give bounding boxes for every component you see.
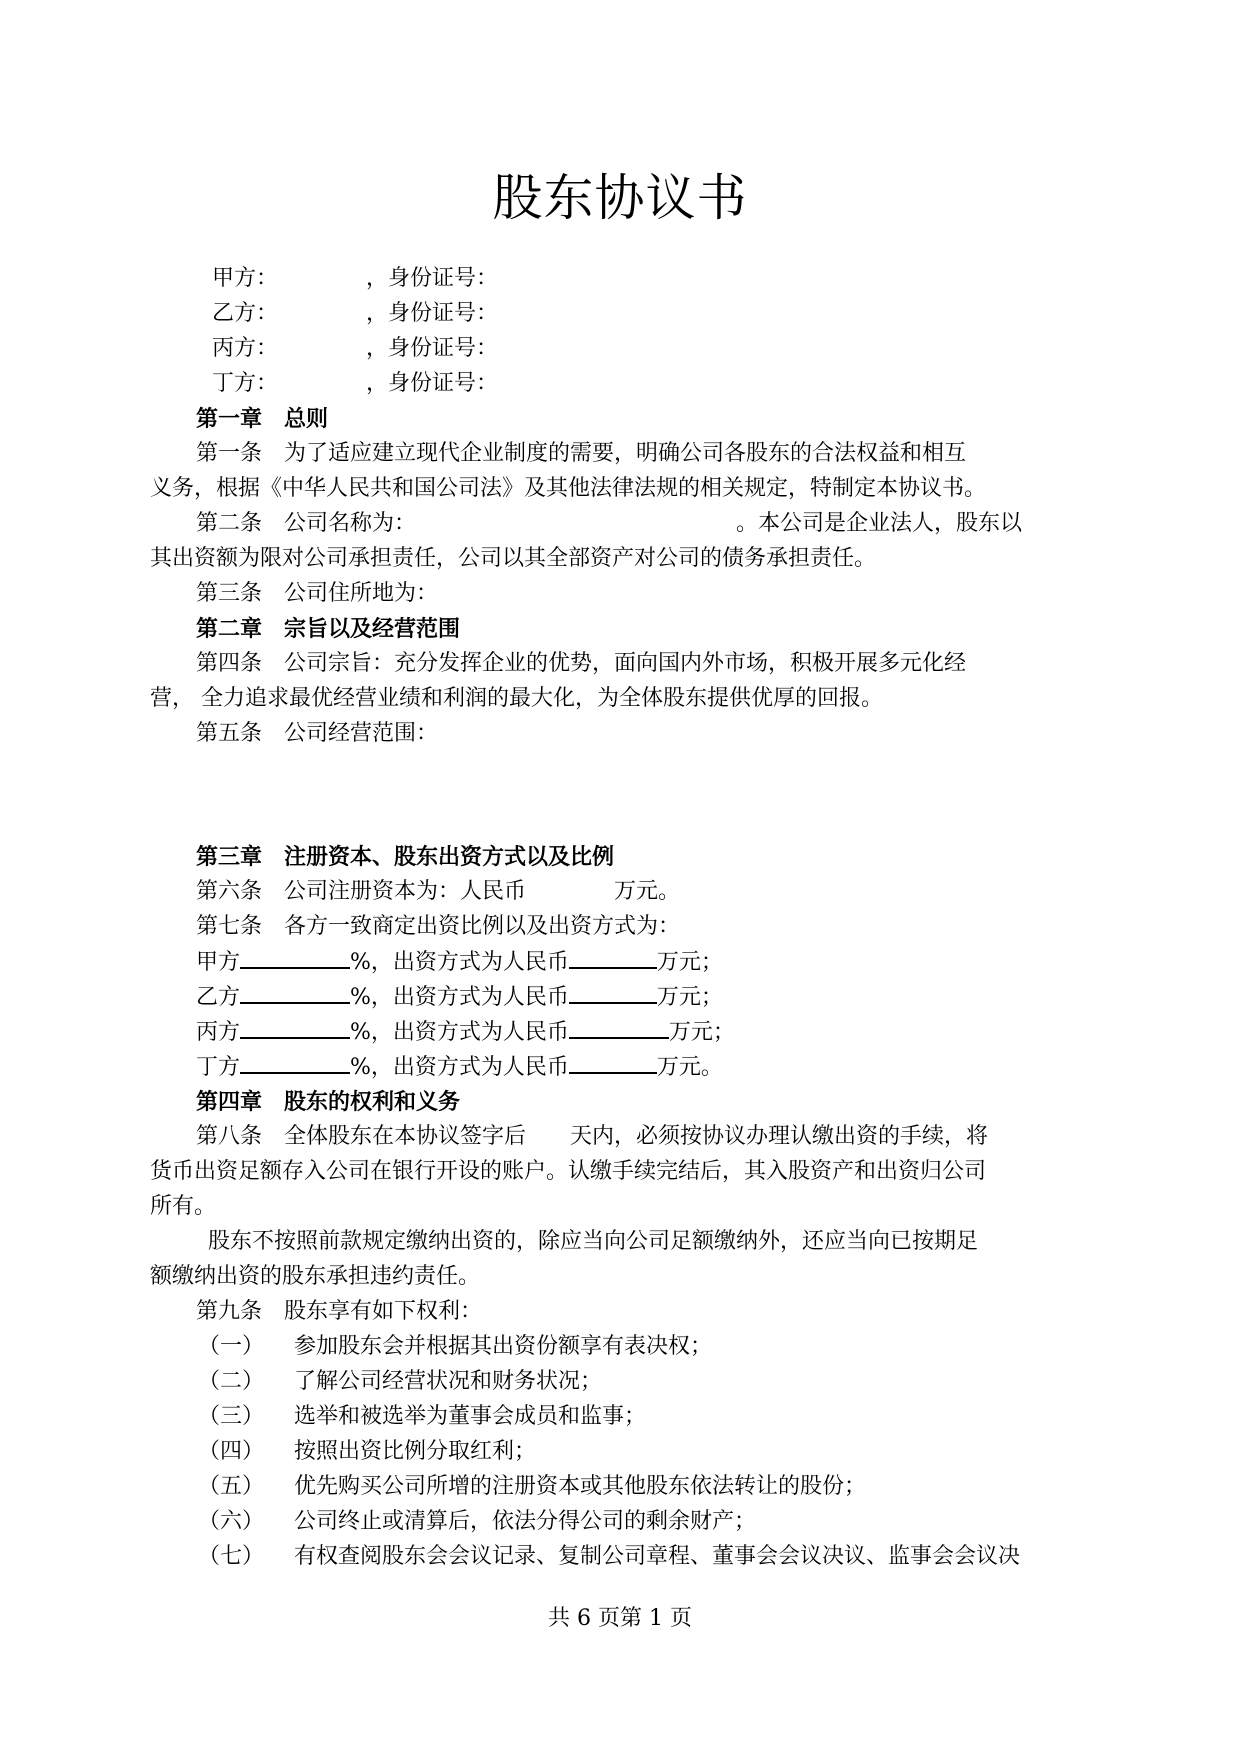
article-5: 第五条 公司经营范围：	[196, 721, 439, 746]
right-number: （三）	[198, 1404, 265, 1429]
percent-blank[interactable]	[240, 1050, 350, 1074]
party-line-ding	[150, 367, 1157, 401]
percent-blank[interactable]	[240, 1015, 350, 1039]
party-name: 丁方：	[212, 371, 279, 396]
id-label: ，身份证号：	[366, 371, 499, 396]
article-8-line-2: 货币出资足额存入公司在银行开设的账户。认缴手续完结后，其入股资产和出资归公司	[150, 1159, 987, 1184]
party-line-bing	[150, 332, 1157, 366]
id-label: ，身份证号：	[366, 301, 499, 326]
article-2-line-2: 其出资额为限对公司承担责任，公司以其全部资产对公司的债务承担责任。	[150, 546, 877, 571]
percent-blank[interactable]	[240, 980, 350, 1004]
chapter-4-heading: 第四章 股东的权利和义务	[196, 1089, 461, 1115]
right-item: （一） 参加股东会并根据其出资份额享有表决权；	[198, 1334, 713, 1359]
amount-blank[interactable]	[569, 945, 657, 969]
amount-blank[interactable]	[569, 1015, 669, 1039]
article-number: 第二条	[196, 511, 263, 536]
percent-blank[interactable]	[240, 945, 350, 969]
article-1-line-1: 第一条 为了适应建立现代企业制度的需要，明确公司各股东的合法权益和相互	[196, 441, 967, 466]
article-4-line-1: 第四条 公司宗旨：充分发挥企业的优势，面向国内外市场，积极开展多元化经	[196, 651, 967, 676]
right-number: （一）	[198, 1334, 265, 1359]
party-name: 甲方：	[212, 266, 279, 291]
share-line-yi: 乙方 %，出资方式为人民币 万元；	[150, 980, 1141, 1014]
chapter-2-heading: 第二章 宗旨以及经营范围	[196, 616, 461, 642]
id-label: ，身份证号：	[366, 336, 499, 361]
article-1-line-2: 义务，根据《中华人民共和国公司法》及其他法律法规的相关规定，特制定本协议书。	[150, 476, 987, 501]
article-8-line-1: 第八条 全体股东在本协议签字后 天内，必须按协议办理认缴出资的手续，将	[196, 1124, 989, 1149]
article-number: 第七条	[196, 914, 263, 939]
article-number: 第一条	[196, 441, 263, 466]
article-number: 第九条	[196, 1299, 263, 1324]
party-line-yi	[150, 297, 1157, 331]
article-9: 第九条 股东享有如下权利：	[196, 1299, 483, 1324]
article-7: 第七条 各方一致商定出资比例以及出资方式为：	[196, 914, 681, 939]
right-number: （四）	[198, 1439, 265, 1464]
article-number: 第六条	[196, 879, 263, 904]
default-clause-line-1: 股东不按照前款规定缴纳出资的，除应当向公司足额缴纳外，还应当向已按期足	[208, 1229, 979, 1254]
right-item: （六） 公司终止或清算后，依法分得公司的剩余财产；	[198, 1509, 757, 1534]
right-item: （二） 了解公司经营状况和财务状况；	[198, 1369, 603, 1394]
share-line-bing: 丙方 %，出资方式为人民币 万元；	[150, 1015, 1141, 1049]
amount-blank[interactable]	[569, 1050, 657, 1074]
right-number: （六）	[198, 1509, 265, 1534]
article-number: 第四条	[196, 651, 263, 676]
article-number: 第三条	[196, 581, 263, 606]
right-number: （二）	[198, 1369, 265, 1394]
article-number: 第五条	[196, 721, 263, 746]
article-2-line-1: 第二条 公司名称为： 。本公司是企业法人，股东以	[196, 511, 1023, 536]
article-number: 第八条	[196, 1124, 263, 1149]
page-footer: 共 6 页第 1 页	[548, 1606, 692, 1631]
party-name: 丙方：	[212, 336, 279, 361]
right-item: （七） 有权查阅股东会会议记录、复制公司章程、董事会会议决议、监事会会议决	[198, 1544, 1021, 1569]
right-number: （七）	[198, 1544, 265, 1569]
default-clause-line-2: 额缴纳出资的股东承担违约责任。	[150, 1264, 481, 1289]
share-line-ding: 丁方 %，出资方式为人民币 万元。	[150, 1050, 1141, 1084]
article-3: 第三条 公司住所地为：	[196, 581, 439, 606]
chapter-3-heading: 第三章 注册资本、股东出资方式以及比例	[196, 844, 615, 870]
article-4-line-2: 营， 全力追求最优经营业绩和利润的最大化，为全体股东提供优厚的回报。	[150, 686, 883, 711]
right-number: （五）	[198, 1474, 265, 1499]
article-6: 第六条 公司注册资本为：人民币 万元。	[196, 879, 681, 904]
document-title: 股东协议书	[492, 169, 748, 227]
amount-blank[interactable]	[569, 980, 657, 1004]
party-line-jia	[150, 262, 1157, 296]
share-line-jia: 甲方 %，出资方式为人民币 万元；	[150, 945, 1141, 979]
party-name: 乙方：	[212, 301, 279, 326]
right-item: （五） 优先购买公司所增的注册资本或其他股东依法转让的股份；	[198, 1474, 867, 1499]
article-8-line-3: 所有。	[150, 1194, 217, 1219]
chapter-1-heading: 第一章 总则	[196, 406, 329, 432]
right-item: （四） 按照出资比例分取红利；	[198, 1439, 537, 1464]
id-label: ，身份证号：	[366, 266, 499, 291]
right-item: （三） 选举和被选举为董事会成员和监事；	[198, 1404, 647, 1429]
